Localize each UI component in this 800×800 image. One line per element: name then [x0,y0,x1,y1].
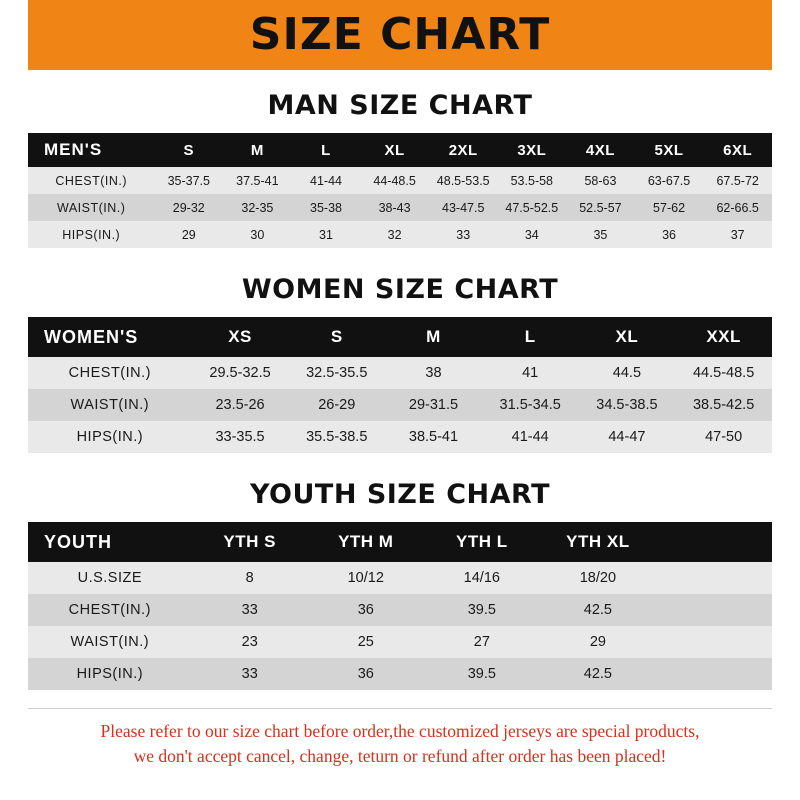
men-col-5: 3XL [517,141,547,159]
men-cell-0-7: 63-67.5 [647,173,691,188]
women-cell-2-2: 38.5-41 [408,429,459,445]
women-cell-1-4: 34.5-38.5 [596,397,658,413]
men-cell-1-5: 47.5-52.5 [505,200,559,215]
youth-cell-0-2: 14/16 [463,570,500,586]
men-cell-2-5: 34 [524,227,539,242]
youth-size-table [28,522,772,690]
youth-col-4 [656,522,772,562]
men-row-label-0: CHEST(IN.) [55,173,128,188]
women-size-table [28,317,772,453]
men-cell-2-4: 33 [456,227,471,242]
youth-cell-1-1: 36 [357,602,374,618]
men-cell-1-0: 29-32 [172,200,205,215]
women-cell-1-3: 31.5-34.5 [499,397,561,413]
women-cell-1-0: 23.5-26 [215,397,265,413]
table-header-row [28,133,772,167]
table-row [28,389,772,421]
youth-cell-2-0: 23 [241,634,258,650]
youth-cell-0-0: 8 [245,570,254,586]
youth-row-label-2: WAIST(IN.) [70,634,150,650]
youth-cell-1-0: 33 [241,602,258,618]
women-cell-0-0: 29.5-32.5 [209,365,271,381]
youth-cell-2-3: 29 [589,634,606,650]
section-title-women: WOMEN SIZE CHART [241,274,559,305]
youth-cell-1-3: 42.5 [583,602,612,618]
men-cell-2-0: 29 [181,227,196,242]
men-cell-0-0: 35-37.5 [167,173,210,188]
youth-row-label-0: U.S.SIZE [77,570,143,586]
women-cell-0-1: 32.5-35.5 [306,365,368,381]
section-title-youth: YOUTH SIZE CHART [249,479,551,510]
women-cell-2-0: 33-35.5 [215,429,265,445]
women-cell-0-5: 44.5-48.5 [692,365,755,381]
banner-notch-left [0,0,28,70]
youth-col-2: YTH L [456,532,508,551]
women-col-1: S [330,327,343,346]
men-col-7: 5XL [654,141,684,159]
table-row [28,167,772,194]
men-cell-2-2: 31 [319,227,333,242]
men-cell-2-1: 30 [250,227,265,242]
men-cell-1-7: 57-62 [653,200,686,215]
men-cell-0-6: 58-63 [584,173,617,188]
youth-cell-0-4 [656,562,772,594]
youth-cell-3-4 [656,658,772,690]
youth-col-3: YTH XL [566,532,630,551]
women-table-wrap [28,317,772,453]
women-cell-2-3: 41-44 [511,429,549,445]
youth-cell-1-2: 39.5 [467,602,496,618]
women-cell-2-5: 47-50 [705,429,743,445]
women-cell-1-2: 29-31.5 [408,397,459,413]
youth-cell-2-2: 27 [473,634,490,650]
women-col-4: XL [615,327,639,346]
women-row-label-2: HIPS(IN.) [76,429,144,445]
youth-table-wrap [28,522,772,690]
banner [0,0,800,70]
men-corner-label: MEN'S [44,140,103,159]
youth-cell-1-4 [656,594,772,626]
youth-cell-3-0: 33 [241,666,258,682]
men-cell-1-1: 32-35 [241,200,274,215]
men-col-8: 6XL [723,141,753,159]
table-row [28,658,772,690]
men-col-2: L [321,141,331,159]
footer-note-line-2: we don't accept cancel, change, teturn or refund after order has been placed! [133,746,667,767]
men-cell-1-8: 62-66.5 [716,200,759,215]
table-header-row [28,522,772,562]
men-cell-2-8: 37 [730,227,745,242]
men-cell-0-4: 48.5-53.5 [436,173,490,188]
banner-notch-right [772,0,800,70]
page-title: SIZE CHART [249,9,551,60]
men-col-0: S [183,141,195,159]
youth-cell-3-1: 36 [357,666,374,682]
women-corner-label: WOMEN'S [44,326,139,347]
footer-note [22,719,778,770]
men-cell-1-4: 43-47.5 [442,200,485,215]
men-row-label-1: WAIST(IN.) [57,200,126,215]
men-cell-0-8: 67.5-72 [716,173,759,188]
youth-corner-label: YOUTH [44,531,112,552]
women-cell-1-5: 38.5-42.5 [692,397,755,413]
women-row-label-0: CHEST(IN.) [68,365,151,381]
women-cell-0-2: 38 [425,365,442,381]
footer-note-line-1: Please refer to our size chart before order,the customized jerseys are special products, [100,721,700,741]
men-cell-2-7: 36 [662,227,676,242]
youth-cell-0-3: 18/20 [579,570,617,586]
women-row-label-1: WAIST(IN.) [70,397,150,413]
men-size-table [28,133,772,248]
men-cell-2-3: 32 [387,227,402,242]
men-cell-0-3: 44-48.5 [373,173,416,188]
table-row [28,421,772,453]
men-cell-0-1: 37.5-41 [236,173,279,188]
men-cell-1-6: 52.5-57 [579,200,622,215]
table-header-row [28,317,772,357]
table-row [28,221,772,248]
women-col-5: XXL [706,327,741,346]
table-row [28,594,772,626]
men-col-3: XL [384,141,405,159]
table-row [28,194,772,221]
women-col-2: M [426,327,441,346]
women-cell-0-3: 41 [522,365,539,381]
footer-divider [28,708,772,709]
women-col-3: L [524,327,536,346]
men-col-4: 2XL [448,141,478,159]
women-col-0: XS [228,327,252,346]
youth-cell-3-2: 39.5 [467,666,496,682]
women-cell-0-4: 44.5 [612,365,642,381]
men-cell-2-6: 35 [593,227,608,242]
youth-cell-2-4 [656,626,772,658]
men-col-1: M [250,141,264,159]
youth-cell-0-1: 10/12 [347,570,384,586]
men-col-6: 4XL [585,141,615,159]
table-row [28,357,772,389]
youth-row-label-1: CHEST(IN.) [68,602,151,618]
table-row [28,626,772,658]
women-cell-2-1: 35.5-38.5 [306,429,368,445]
women-cell-2-4: 44-47 [608,429,646,445]
table-row [28,562,772,594]
women-cell-1-1: 26-29 [318,397,356,413]
men-cell-0-5: 53.5-58 [510,173,554,188]
youth-cell-2-1: 25 [357,634,374,650]
men-table-wrap [28,133,772,248]
youth-col-0: YTH S [223,532,276,551]
men-row-label-2: HIPS(IN.) [62,227,121,242]
men-cell-1-2: 35-38 [310,200,342,215]
section-title-man: MAN SIZE CHART [267,90,533,121]
men-cell-1-3: 38-43 [378,200,411,215]
youth-cell-3-3: 42.5 [583,666,612,682]
youth-col-1: YTH M [338,532,394,551]
men-cell-0-2: 41-44 [310,173,342,188]
youth-row-label-3: HIPS(IN.) [76,666,144,682]
